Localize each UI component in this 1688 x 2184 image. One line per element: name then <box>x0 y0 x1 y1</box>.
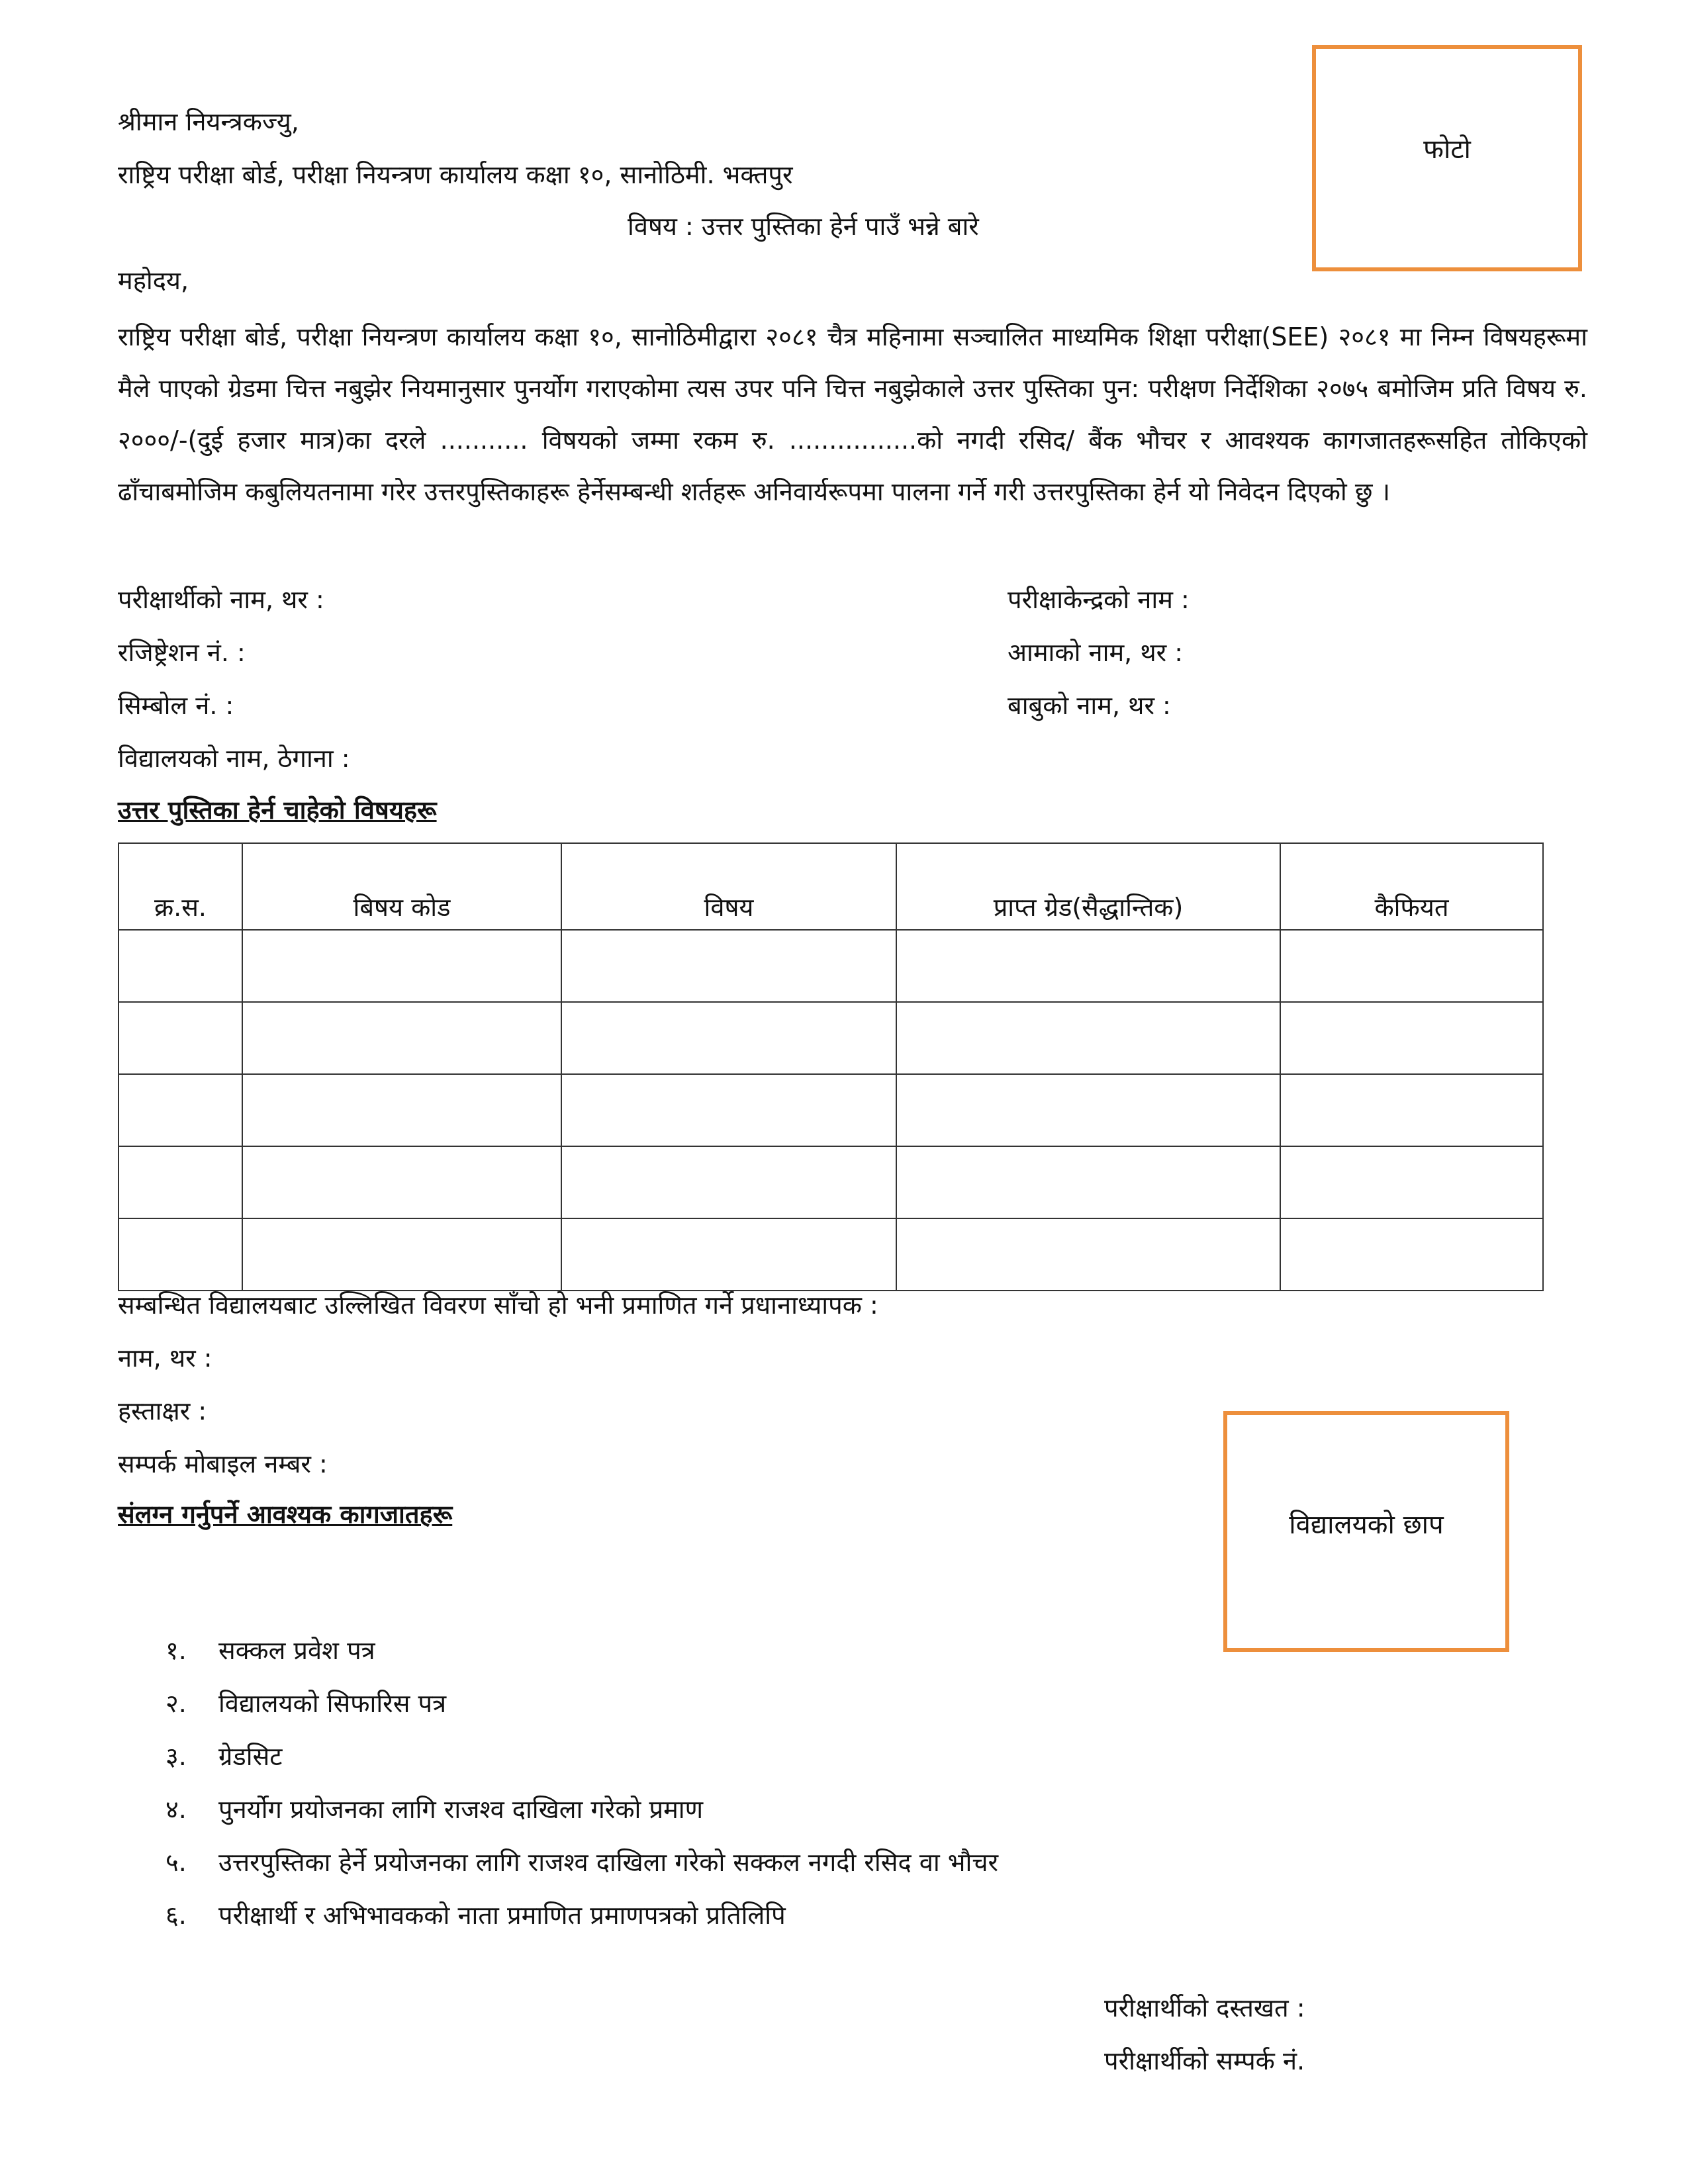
attachment-number: ६. <box>165 1901 187 1930</box>
attachment-item <box>165 1794 703 1825</box>
table-cell[interactable] <box>242 1146 561 1218</box>
letter-subject: विषय : उत्तर पुस्तिका हेर्न पाउँ भन्ने बारे <box>628 212 979 241</box>
recipient-address: राष्ट्रिय परीक्षा बोर्ड, परीक्षा नियन्त्रण कार्यालय कक्षा १०, सानोठिमी. भक्तपुर <box>118 160 793 189</box>
table-row <box>118 1146 1543 1218</box>
table-cell[interactable] <box>118 1146 242 1218</box>
attachment-text: परीक्षार्थी र अभिभावकको नाता प्रमाणित प्रमाणपत्रको प्रतिलिपि <box>218 1901 786 1930</box>
attachment-text: सक्कल प्रवेश पत्र <box>218 1636 375 1665</box>
attachment-item <box>165 1741 282 1772</box>
table-row <box>118 1074 1543 1146</box>
attachment-item <box>165 1688 446 1719</box>
examinee-contact-field: परीक्षार्थीको सम्पर्क नं. <box>1104 2046 1305 2075</box>
table-cell[interactable] <box>118 1218 242 1291</box>
registration-no-field: रजिष्ट्रेशन नं. : <box>118 638 246 667</box>
exam-center-field: परीक्षाकेन्द्रको नाम : <box>1008 585 1190 614</box>
attachment-item <box>165 1899 786 1931</box>
table-cell[interactable] <box>561 1218 896 1291</box>
attachment-number: ३. <box>165 1742 187 1771</box>
table-cell[interactable] <box>561 930 896 1002</box>
table-cell[interactable] <box>1280 1146 1543 1218</box>
table-cell[interactable] <box>1280 1218 1543 1291</box>
mother-name-field: आमाको नाम, थर : <box>1008 638 1184 667</box>
table-cell[interactable] <box>242 930 561 1002</box>
table-cell[interactable] <box>561 1146 896 1218</box>
table-row <box>118 1218 1543 1291</box>
table-cell[interactable] <box>896 1074 1280 1146</box>
photo-box <box>1312 45 1582 271</box>
col-subject: विषय <box>561 843 896 930</box>
attachment-text: उत्तरपुस्तिका हेर्ने प्रयोजनका लागि राजश्व दाखिला गरेको सक्कल नगदी रसिद वा भौचर <box>218 1848 998 1877</box>
table-header-row <box>118 843 1543 930</box>
col-grade: प्राप्त ग्रेड(सैद्धान्तिक) <box>896 843 1280 930</box>
col-serial: क्र.स. <box>118 843 242 930</box>
attachment-text: ग्रेडसिट <box>218 1742 283 1771</box>
examinee-name-field: परीक्षार्थीको नाम, थर : <box>118 585 324 614</box>
table-cell[interactable] <box>896 1218 1280 1291</box>
table-cell[interactable] <box>1280 1002 1543 1074</box>
greeting: महोदय, <box>118 266 189 295</box>
school-stamp-box <box>1223 1411 1509 1652</box>
symbol-no-field: सिम्बोल नं. : <box>118 691 234 720</box>
table-cell[interactable] <box>1280 930 1543 1002</box>
photo-label: फोटो <box>1423 134 1471 165</box>
attachment-text: पुनर्योग प्रयोजनका लागि राजश्व दाखिला गरेको प्रमाण <box>218 1795 704 1824</box>
principal-signature-field: हस्ताक्षर : <box>118 1396 207 1426</box>
table-cell[interactable] <box>896 930 1280 1002</box>
examinee-signature-field: परीक्षार्थीको दस्तखत : <box>1104 1993 1305 2023</box>
subjects-heading: उत्तर पुस्तिका हेर्न चाहेको विषयहरू <box>118 796 437 825</box>
principal-name-field: नाम, थर : <box>118 1343 212 1373</box>
table-cell[interactable] <box>118 1002 242 1074</box>
attachment-text: विद्यालयको सिफारिस पत्र <box>218 1689 447 1718</box>
table-cell[interactable] <box>561 1002 896 1074</box>
table-cell[interactable] <box>118 1074 242 1146</box>
col-subject-code: बिषय कोड <box>242 843 561 930</box>
table-cell[interactable] <box>1280 1074 1543 1146</box>
table-cell[interactable] <box>118 930 242 1002</box>
table-row <box>118 930 1543 1002</box>
school-stamp-label: विद्यालयको छाप <box>1289 1510 1444 1540</box>
table-cell[interactable] <box>242 1074 561 1146</box>
attachment-item <box>165 1635 375 1666</box>
table-row <box>118 1002 1543 1074</box>
school-field: विद्यालयको नाम, ठेगाना : <box>118 744 350 773</box>
principal-mobile-field: सम्पर्क मोबाइल नम्बर : <box>118 1449 328 1479</box>
father-name-field: बाबुको नाम, थर : <box>1008 691 1171 720</box>
attachment-number: १. <box>165 1636 187 1665</box>
verification-intro: सम्बन्धित विद्यालयबाट उल्लिखित विवरण साँचो हो भनी प्रमाणित गर्ने प्रधानाध्यापक : <box>118 1291 878 1320</box>
table-cell[interactable] <box>242 1218 561 1291</box>
table-cell[interactable] <box>896 1002 1280 1074</box>
attachment-number: ४. <box>165 1795 187 1824</box>
attachment-number: ५. <box>165 1848 187 1877</box>
salutation: श्रीमान नियन्त्रकज्यु, <box>118 107 299 136</box>
attachment-item <box>165 1846 998 1878</box>
table-cell[interactable] <box>242 1002 561 1074</box>
table-cell[interactable] <box>561 1074 896 1146</box>
col-remarks: कैफियत <box>1280 843 1543 930</box>
letter-body: राष्ट्रिय परीक्षा बोर्ड, परीक्षा नियन्त्रण कार्यालय कक्षा १०, सानोठिमीद्वारा २०८१ चैत्र महिनामा सञ्चालित माध्यमिक शिक्षा परीक्षा(SEE) २०८१ मा निम्न विषयहरूमा मैले पाएको ग्रेडमा चित्त नबुझेर नियमानुसार पुनर्योग गराएकोमा त्यस उपर पनि चित्त नबुझेकाले उत्तर पुस्तिका पुन: परीक्षण निर्देशिका २०७५ बमोजिम प्रति विषय रु. २०००/-(दुई हजार मात्र)का दरले ........... विषयको जम्मा रकम रु. ................को नगदी रसिद/ बैंक भौचर र आवश्यक कागजातहरूसहित तोकिएको ढाँचाबमोजिम कबुलियतनामा गरेर उत्तरपुस्तिकाहरू हेर्नेसम्बन्धी शर्तहरू अनिवार्यरूपमा पालना गर्ने गरी उत्तरपुस्तिका हेर्न यो निवेदन दिएको छु । <box>118 322 1587 506</box>
subjects-table <box>118 842 1544 1291</box>
attachment-number: २. <box>165 1689 187 1718</box>
table-cell[interactable] <box>896 1146 1280 1218</box>
attachments-heading: संलग्न गर्नुपर्ने आवश्यक कागजातहरू <box>118 1500 453 1529</box>
